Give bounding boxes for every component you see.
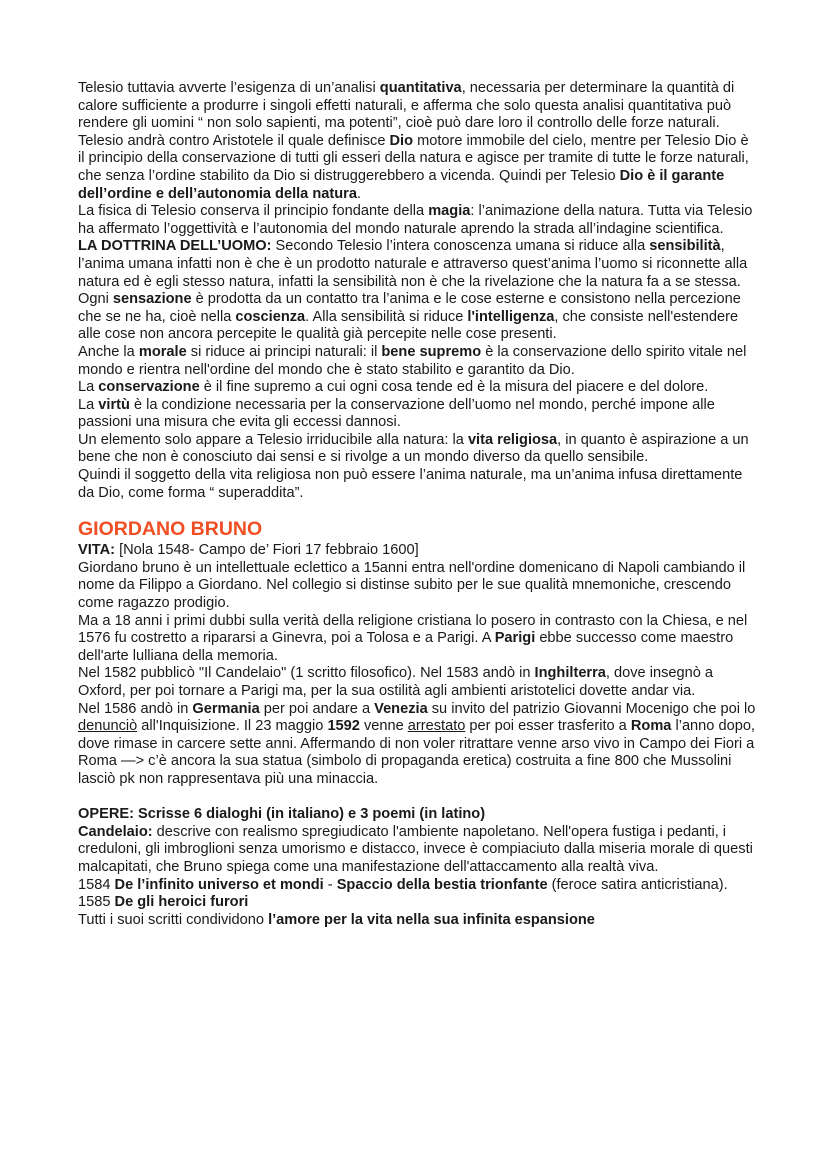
bold-text: Dio <box>389 132 414 149</box>
bold-text: vita religiosa <box>467 431 558 448</box>
bold-text: conservazione <box>98 379 200 396</box>
text-run: Ogni <box>78 291 113 308</box>
paragraph <box>78 665 758 700</box>
bold-text: Germania <box>192 700 260 717</box>
text-run: Giordano bruno è un intellettuale eclettico a 15anni entra nell'ordine domenicano di Napoli cambiando il nome da Filippo a Giordano. Nel collegio si distinse subito per le sue qualità mnemoniche, crescendo come ragazzo prodigio. <box>78 559 746 612</box>
bold-text: Roma <box>630 718 672 735</box>
bold-text: magia <box>428 203 471 220</box>
text-run: Quindi il soggetto della vita religiosa non può essere l’anima naturale, ma un’anima infusa direttamente da Dio, come forma “ superaddita”. <box>78 467 743 501</box>
paragraph <box>78 379 758 397</box>
text-run: venne <box>359 718 408 735</box>
paragraph <box>78 344 758 379</box>
underlined-text: arrestato <box>407 718 466 735</box>
text-run: , dove insegnò a Oxford, per poi tornare a Parigi ma, per la sua ostilità agli ambienti aristotelici dovette andar via. <box>78 665 714 699</box>
text-run: si riduce ai principi naturali: il <box>186 343 382 360</box>
bold-text: De gli heroici furori <box>114 894 249 911</box>
bold-text: VITA: <box>78 542 116 559</box>
text-run: Nel 1582 pubblicò "Il Candelaio" (1 scritto filosofico). Nel 1583 andò in <box>78 665 535 682</box>
bold-text: De l’infinito universo et mondi <box>114 876 324 893</box>
paragraph-gap <box>78 789 758 807</box>
text-run: : l’animazione della natura. Tutta via Telesio ha affermato l’oggettività e l’autonomia del mondo naturale aprendo la strada all’indagine scientifica. <box>78 203 753 237</box>
paragraph <box>78 80 758 133</box>
paragraph <box>78 203 758 238</box>
bruno-works-section <box>78 806 758 929</box>
bold-text: sensazione <box>112 291 192 308</box>
bold-text: Spaccio della bestia trionfante <box>336 876 548 893</box>
bold-text: bene supremo <box>381 343 482 360</box>
bruno-life-section <box>78 542 758 788</box>
text-run: Tutti i suoi scritti condividono <box>78 911 269 928</box>
text-run: è prodotta da un contatto tra l’anima e le cose esterne e consistono nella percezione che se ne ha, cioè nella <box>78 291 741 325</box>
bold-text: virtù <box>98 396 130 413</box>
bold-text: Venezia <box>374 700 428 717</box>
underlined-text: denunciò <box>78 718 138 735</box>
paragraph <box>78 542 758 560</box>
text-run: , necessaria per determinare la quantità di calore sufficiente a produrre i singoli effetti naturali, e afferma che solo questa analisi quantitativa può rendere gli uomini “ non solo sapienti, ma potenti”, cioè può dare loro il controllo delle forze naturali. <box>78 80 735 132</box>
text-run: su invito del patrizio Giovanni Mocenigo che poi lo <box>427 700 756 717</box>
text-run: (feroce satira anticristiana). <box>547 876 728 893</box>
text-run: , in quanto è aspirazione a un bene che non è conosciuto dai sensi e si rivolge a un mondo diverso da quello sensibile. <box>78 431 749 466</box>
text-run: La fisica di Telesio conserva il principio fondante della <box>78 203 429 220</box>
paragraph <box>78 701 758 789</box>
text-run: Secondo Telesio l’intera conoscenza umana si riduce alla <box>271 238 650 255</box>
bold-text: l’amore per la vita nella sua infinita espansione <box>268 911 595 928</box>
text-run: l’anno dopo, dove rimase in carcere sette anni. Affermando di non voler ritrattare venne arso vivo in Campo dei Fiori a Roma —> c’è ancora la sua statua (simbolo di propaganda eretica) costruita a fine 800 che Mussolini lasciò pk non rappresentava più una minaccia. <box>78 718 755 787</box>
section-title-giordano-bruno: GIORDANO BRUNO <box>78 518 263 541</box>
bold-text: sensibilità <box>649 238 721 255</box>
paragraph <box>78 133 758 203</box>
text-run: Anche la <box>78 343 139 360</box>
bold-text: 1592 <box>327 718 360 735</box>
text-run: è la condizione necessaria per la conservazione dell’uomo nel mondo, perché impone alle passioni una misura che evita gli eccessi dannosi. <box>78 396 715 431</box>
text-run: descrive con realismo spregiudicato l'ambiente napoletano. Nell'opera fustiga i pedanti, i creduloni, gli imbroglioni senza umorismo e distacco, invece è compiaciuto dalla miseria morale di questi malcapitati, che Bruno spiega come una manifestazione dell'attaccamento alla realtà viva. <box>78 823 753 875</box>
text-run: Un elemento solo appare a Telesio irriducibile alla natura: la <box>78 431 468 448</box>
paragraph <box>78 397 758 432</box>
text-run: motore immobile del cielo, mentre per Telesio Dio è il principio della conservazione di tutti gli esseri della natura e agisce per tramite di tutte le forze naturali, che senza l’ordine stabilito da Dio si distruggerebbero a vicenda. Quindi per Telesio <box>78 132 749 184</box>
text-run: Ma a 18 anni i primi dubbi sulla verità della religione cristiana lo posero in contrasto con la Chiesa, e nel 1576 fu costretto a ripararsi a Ginevra, poi a Tolosa e a Parigi. A <box>78 612 748 647</box>
bold-text: coscienza <box>235 308 306 325</box>
text-run: 1584 <box>78 876 115 893</box>
text-run: Nel 1586 andò in <box>78 700 193 717</box>
bold-text: Parigi <box>494 630 536 647</box>
text-run: . Alla sensibilità si riduce <box>305 308 468 325</box>
paragraph <box>78 432 758 467</box>
document-page <box>78 80 758 929</box>
text-run: , l’anima umana infatti non è che è un prodotto naturale e attraverso quest’anima l’uomo si riconnette alla natura ed è egli stesso natura, infatti la sensibilità non è che la rivelazione che la natura fa a se stessa. <box>78 238 748 290</box>
paragraph <box>78 894 758 912</box>
paragraph <box>78 560 758 613</box>
paragraph <box>78 467 758 502</box>
bold-text: Inghilterra <box>534 665 606 682</box>
text-run: è la conservazione dello spirito vitale nel mondo e rientra nell'ordine del mondo che è stato stabilito e garantito da Dio. <box>78 343 747 378</box>
paragraph <box>78 824 758 877</box>
paragraph <box>78 877 758 895</box>
text-run: . <box>356 185 362 202</box>
text-run: ebbe successo come maestro dell'arte lulliana della memoria. <box>78 630 734 664</box>
bold-text: LA DOTTRINA DELL’UOMO: <box>78 238 272 255</box>
telesio-section <box>78 80 758 502</box>
text-run: all'Inquisizione. Il 23 maggio <box>137 718 328 735</box>
text-run: La <box>78 379 99 396</box>
text-run: Telesio andrà contro Aristotele il quale definisce <box>78 132 390 149</box>
text-run: per poi andare a <box>259 700 375 717</box>
text-run: - <box>323 876 337 893</box>
bold-text: morale <box>138 343 187 360</box>
text-run: per poi esser trasferito a <box>465 718 631 735</box>
text-run: 1585 <box>78 894 115 911</box>
text-run: Telesio tuttavia avverte l’esigenza di un’analisi <box>78 80 380 96</box>
paragraph <box>78 291 758 344</box>
text-run: , che consiste nell'estendere alle cose non ancora percepite le qualità già percepite nelle cose presenti. <box>78 308 739 343</box>
bold-text: l'intelligenza <box>467 308 555 325</box>
paragraph <box>78 238 758 291</box>
bold-text: Dio è il garante dell’ordine e dell’autonomia della natura <box>78 167 725 202</box>
text-run: è il fine supremo a cui ogni cosa tende ed è la misura del piacere e del dolore. <box>199 379 709 396</box>
text-run: La <box>78 396 99 413</box>
paragraph <box>78 613 758 666</box>
paragraph <box>78 806 758 824</box>
bold-text: OPERE: Scrisse 6 dialoghi (in italiano) e 3 poemi (in latino) <box>78 806 486 823</box>
bold-text: Candelaio: <box>78 823 153 840</box>
bold-text: quantitativa <box>379 80 462 96</box>
text-run: [Nola 1548- Campo de’ Fiori 17 febbraio 1600] <box>115 542 419 559</box>
paragraph <box>78 912 758 930</box>
